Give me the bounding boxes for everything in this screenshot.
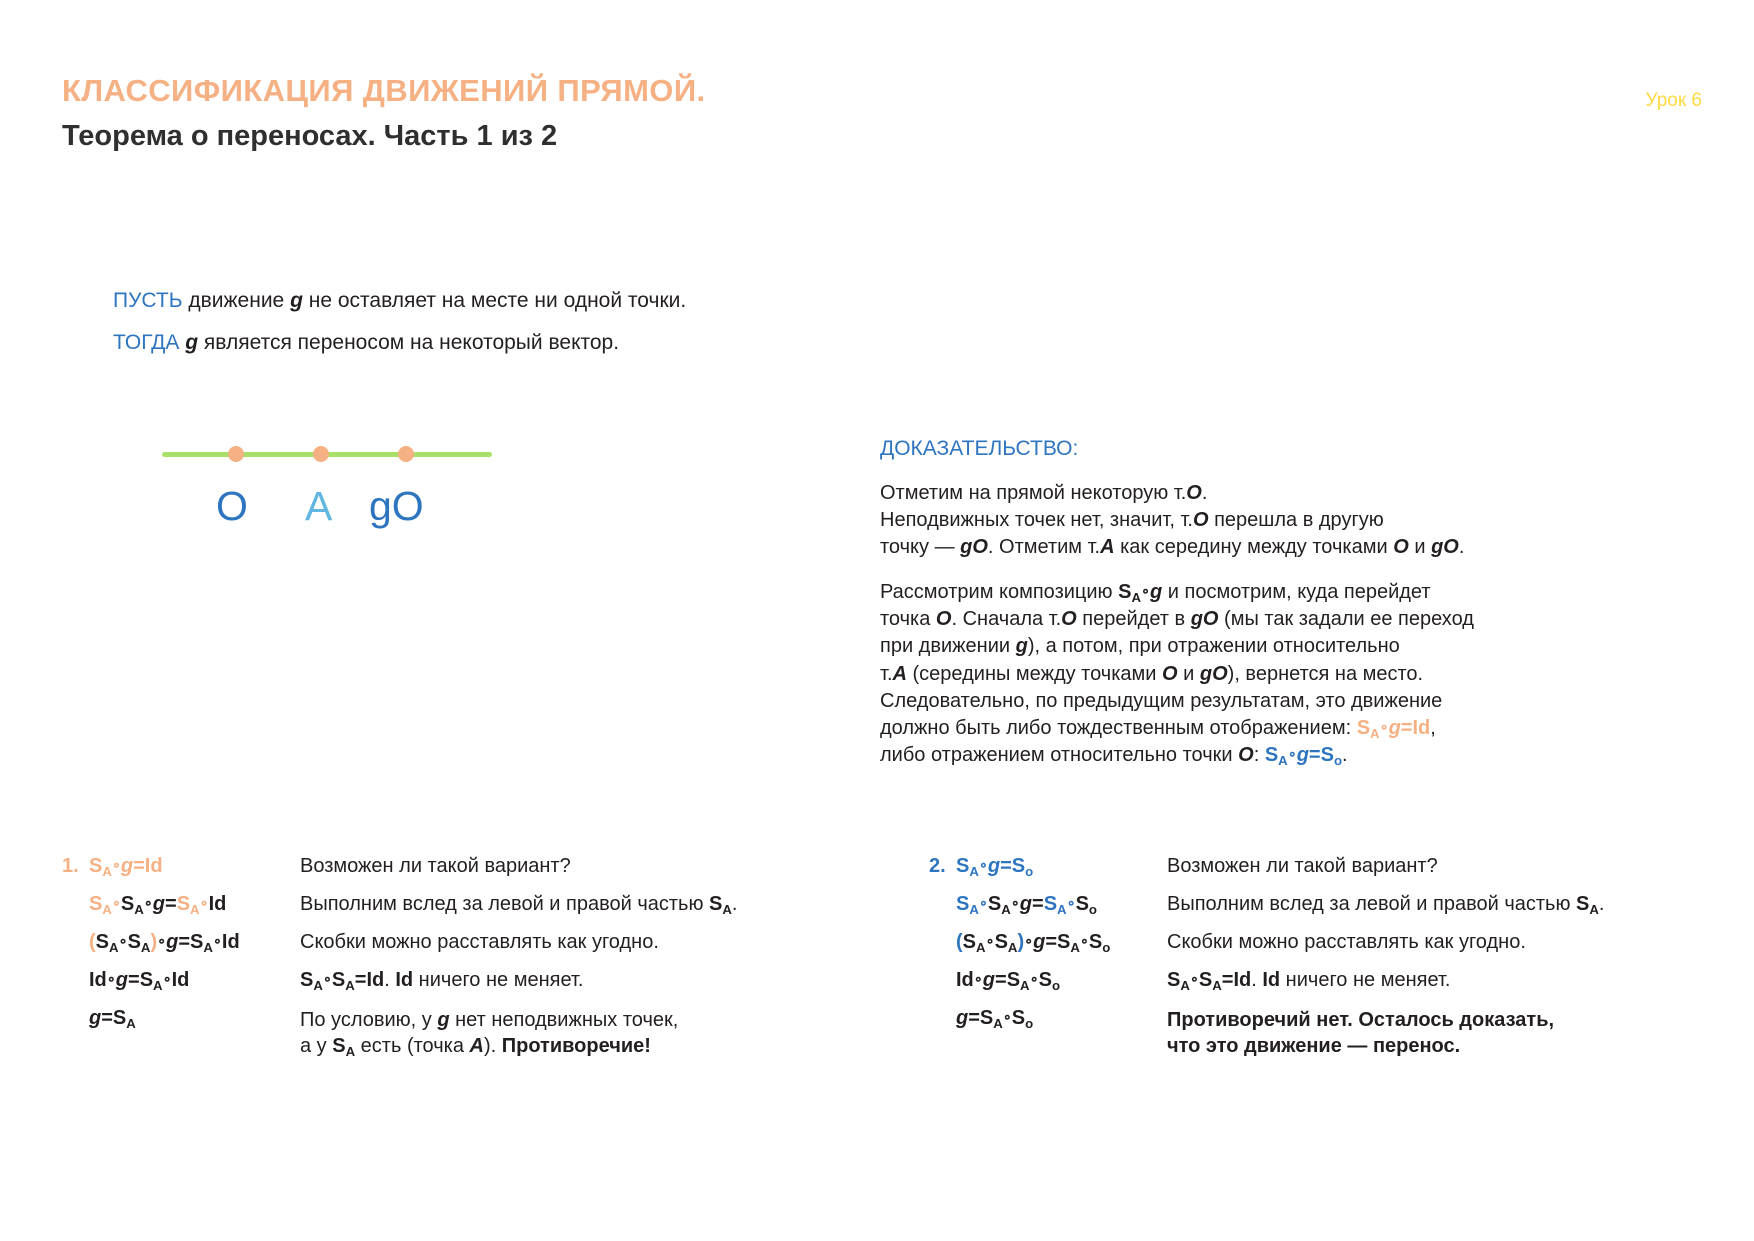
var-go: gO <box>1199 662 1228 685</box>
text: Рассмотрим композицию <box>880 581 1119 604</box>
compose-ring: ∘ <box>1287 746 1297 763</box>
var-g: g <box>1150 581 1163 604</box>
proof-heading: ДОКАЗАТЕЛЬСТВО: <box>880 437 1079 460</box>
proof-line <box>880 480 1620 507</box>
formula-row <box>929 855 1167 893</box>
formula-row <box>62 855 300 893</box>
point-label-a: A <box>305 483 333 529</box>
note-row: Возможен ли такой вариант? <box>300 855 571 877</box>
note-row: Скобки можно расставлять как угодно. <box>300 931 659 953</box>
lesson-badge: Урок 6 <box>1645 90 1702 111</box>
page-subtitle: Теорема о переносах. Часть 1 из 2 <box>62 119 558 152</box>
id-operator: Id <box>1262 969 1281 991</box>
proof-paragraph-1 <box>880 480 1620 562</box>
text: ничего не меняет. <box>413 969 584 991</box>
text: а у <box>300 1035 333 1058</box>
var-o: O <box>1192 508 1209 531</box>
text: ничего не меняет. <box>1280 969 1451 991</box>
then-text: является переносом на некоторый вектор. <box>198 331 620 354</box>
var-o: O <box>1393 535 1409 558</box>
then-variable: g <box>185 331 199 354</box>
var-g: g <box>1388 717 1401 740</box>
formula-2-1: $S_A\circ g=S_o$ <box>956 855 1034 879</box>
note-line: Противоречий нет. Осталось доказать, <box>1167 1009 1555 1031</box>
var-o: O <box>1238 744 1254 767</box>
sub-o: o <box>1333 752 1343 768</box>
text: (середины между точками <box>906 662 1163 685</box>
text: . Сначала т. <box>951 608 1062 631</box>
var-a: A <box>1100 535 1115 558</box>
equals-id: =Id <box>1221 969 1252 991</box>
text: . <box>384 969 396 991</box>
text: должно быть либо тождественным отображением: <box>880 717 1357 740</box>
equals-id: =Id <box>1400 717 1431 740</box>
formula-1-3: $(S_A\circ S_A)\circ g=S_A\circ Id$ <box>89 931 240 955</box>
sub-a: A <box>1131 589 1141 605</box>
text: нет неподвижных точек, <box>449 1009 679 1031</box>
text: и посмотрим, куда перейдет <box>1162 581 1431 604</box>
text: ), вернется на место. <box>1227 662 1424 685</box>
proof-line <box>880 534 1620 561</box>
text: точку — <box>880 535 961 558</box>
text: : <box>1253 744 1265 767</box>
premise-then <box>113 332 873 353</box>
op-s: S <box>1356 717 1371 740</box>
proof-line <box>880 507 1620 534</box>
variant-1-notes <box>300 855 835 1060</box>
formula-1-4: $Id\circ g=S_A\circ Id$ <box>89 969 190 993</box>
id-operator: Id <box>395 969 414 991</box>
text: либо отражением относительно точки <box>880 744 1239 767</box>
formula-sa-g-so <box>1265 744 1342 766</box>
op-s: S <box>1576 893 1590 915</box>
op-s: S <box>1167 969 1181 991</box>
sub-a: A <box>345 977 355 993</box>
text: ). <box>483 1035 502 1058</box>
given-text-2: не оставляет на месте ни одной точки. <box>302 289 687 312</box>
formula-row <box>62 893 300 931</box>
var-g: g <box>1015 635 1028 658</box>
text: Выполним вслед за левой и правой частью <box>300 893 710 915</box>
note-row-conclusion <box>300 1007 835 1060</box>
proof-line <box>880 606 1620 633</box>
op-s: S <box>300 969 314 991</box>
compose-ring: ∘ <box>1140 583 1150 600</box>
sub-a: A <box>722 901 732 917</box>
formula-row <box>62 1007 300 1045</box>
sub-a: A <box>313 977 323 993</box>
formula-row <box>62 931 300 969</box>
variant-2-formulas <box>929 855 1167 1060</box>
formula-row <box>929 969 1167 1007</box>
point-marker-go <box>398 446 414 462</box>
text: и <box>1408 535 1432 558</box>
var-o: O <box>1162 662 1178 685</box>
note-row: Скобки можно расставлять как угодно. <box>1167 931 1526 953</box>
point-marker-o <box>228 446 244 462</box>
slide-header <box>62 72 1702 156</box>
note-row <box>300 893 835 931</box>
sub-a: A <box>1278 752 1288 768</box>
var-o: O <box>1186 481 1202 504</box>
formula-2-2: $S_A\circ S_A\circ g=S_A\circ S_o$ <box>956 893 1097 917</box>
premise-block <box>113 290 873 374</box>
text: . <box>1342 744 1348 767</box>
var-o: O <box>1061 608 1077 631</box>
formula-1-5: $g=S_A$ <box>89 1007 136 1031</box>
text: . <box>1251 969 1263 991</box>
proof-line <box>880 661 1620 688</box>
variant-1-formulas <box>62 855 300 1060</box>
var-go: gO <box>1431 535 1459 558</box>
equals-s: =S <box>1308 744 1334 767</box>
sub-a: A <box>1589 901 1599 917</box>
text: По условию, у <box>300 1009 438 1031</box>
op-s: S <box>1118 581 1132 604</box>
text: (мы так задали ее переход <box>1218 608 1474 631</box>
formula-2-4: $Id\circ g=S_A\circ S_o$ <box>956 969 1060 993</box>
text: Неподвижных точек нет, значит, т. <box>880 508 1193 531</box>
var-g: g <box>1296 744 1309 767</box>
point-label-o: O <box>216 483 248 529</box>
var-a: A <box>469 1035 484 1058</box>
formula-row <box>62 969 300 1007</box>
point-label-go: gO <box>369 483 424 529</box>
var-go: gO <box>1190 608 1219 631</box>
text: . <box>1458 535 1465 558</box>
variant-number: 1. <box>62 855 79 877</box>
compose-ring: ∘ <box>322 971 332 988</box>
note-row: Возможен ли такой вариант? <box>1167 855 1438 877</box>
compose-ring: ∘ <box>1189 971 1199 988</box>
sub-a: A <box>345 1044 356 1060</box>
formula-row <box>929 893 1167 931</box>
variant-2-notes <box>1167 855 1702 1060</box>
premise-given <box>113 290 873 311</box>
formula-row <box>929 931 1167 969</box>
variant-number: 2. <box>929 855 946 877</box>
contradiction-label: Противоречие! <box>501 1035 651 1058</box>
proof-line <box>880 579 1620 606</box>
op-s: S <box>709 893 723 915</box>
formula-2-3: $(S_A\circ S_A)\circ g=S_A\circ S_o$ <box>956 931 1111 955</box>
variant-1 <box>62 855 835 1060</box>
var-g: g <box>437 1009 450 1031</box>
formula-sa-g-id <box>1357 717 1431 739</box>
text: перешла в другую <box>1208 508 1384 531</box>
text: . Отметим т. <box>987 535 1101 558</box>
text: как середину между точками <box>1114 535 1394 558</box>
proof-block <box>880 435 1620 787</box>
note-line: что это движение — перенос. <box>1167 1035 1461 1058</box>
formula-1-1: $S_A\circ g=Id$ <box>89 855 163 879</box>
text: . <box>731 893 738 915</box>
given-variable: g <box>290 289 303 312</box>
compose-ring: ∘ <box>1379 719 1389 736</box>
text: . <box>1201 481 1208 504</box>
page-title: КЛАССИФИКАЦИЯ ДВИЖЕНИЙ ПРЯМОЙ. <box>62 73 706 108</box>
sub-a: A <box>1212 977 1222 993</box>
note-line <box>300 1007 835 1033</box>
text: при движении <box>880 635 1016 658</box>
formula-2-5: $g=S_A\circ S_o$ <box>956 1007 1034 1031</box>
formula-1-2: $S_A\circ S_A\circ g=S_A\circ Id$ <box>89 893 227 917</box>
point-marker-a <box>313 446 329 462</box>
text: т. <box>880 662 893 685</box>
proof-line <box>880 633 1620 660</box>
text: точка <box>880 608 936 631</box>
var-go: gO <box>960 535 988 558</box>
variants-section <box>62 855 1702 1060</box>
text: ), а потом, при отражении относительно <box>1027 635 1400 658</box>
op-s: S <box>331 969 346 991</box>
equals-id: =Id <box>354 969 385 991</box>
then-keyword: ТОГДА <box>113 331 180 354</box>
sub-a: A <box>1370 725 1380 741</box>
text: перейдет в <box>1076 608 1191 631</box>
text: , <box>1430 717 1436 740</box>
proof-line: Следовательно, по предыдущим результатам, это движение <box>880 689 1443 712</box>
given-keyword: ПУСТЬ <box>113 289 183 312</box>
op-s: S <box>1264 744 1279 767</box>
proof-line <box>880 715 1620 742</box>
text: Отметим на прямой некоторую т. <box>880 481 1187 504</box>
op-s: S <box>332 1035 346 1058</box>
op-s: S <box>1198 969 1213 991</box>
var-o: O <box>935 608 952 631</box>
text: Выполним вслед за левой и правой частью <box>1167 893 1577 915</box>
note-row <box>300 969 835 1007</box>
text: . <box>1598 893 1605 915</box>
formula-row <box>929 1007 1167 1045</box>
number-line-diagram <box>150 428 570 553</box>
variant-2 <box>929 855 1702 1060</box>
note-row <box>1167 969 1702 1007</box>
var-a: A <box>892 662 907 685</box>
sub-a: A <box>1180 977 1190 993</box>
given-text-1: движение <box>182 289 291 312</box>
proof-paragraph-2 <box>880 579 1620 769</box>
note-row-conclusion <box>1167 1007 1702 1060</box>
note-row <box>1167 893 1702 931</box>
text: и <box>1177 662 1200 685</box>
text: есть (точка <box>355 1035 470 1058</box>
proof-line <box>880 742 1620 769</box>
note-line <box>300 1033 835 1059</box>
